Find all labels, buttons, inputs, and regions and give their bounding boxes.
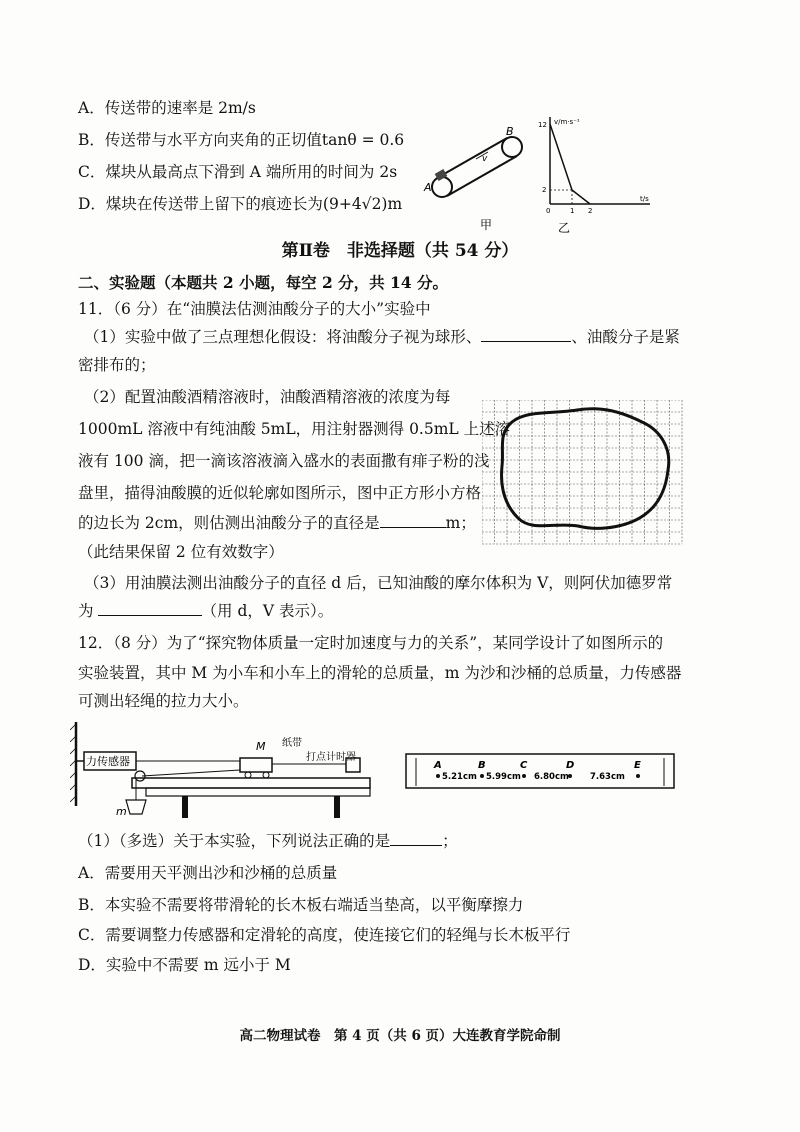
q11-blank2[interactable]: [380, 513, 446, 528]
q12-option-a: A．需要用天平测出沙和沙桶的总质量: [78, 864, 338, 882]
q12-sub1-text: （1）（多选）关于本实验，下列说法正确的是: [78, 832, 391, 850]
label-v: v: [482, 154, 488, 164]
sand-bucket: [126, 800, 146, 814]
table-leg-left: [182, 796, 188, 818]
v-label: v/m·s⁻¹: [554, 118, 580, 126]
q11-part3-l1: （3）用油膜法测出油酸分子的直径 d 后，已知油酸的摩尔体积为 V，则阿伏加德罗常: [84, 574, 673, 592]
page-footer: 高二物理试卷 第 4 页（共 6 页）大连教育学院命制: [239, 1028, 561, 1044]
oil-film-grid: [482, 400, 684, 548]
q11-part1-text-b: 、油酸分子是紧: [571, 328, 680, 346]
timer-label: 打点计时器: [306, 752, 356, 763]
caption-jia: 甲: [480, 218, 493, 232]
q11-part2-l5: [78, 512, 476, 534]
q11-part2-note: （此结果保留 2 位有效数字）: [78, 543, 284, 561]
q11-part1-text-a: （1）实验中做了三点理想化假设：将油酸分子视为球形、: [84, 328, 482, 346]
tick-12: 12: [538, 121, 547, 129]
q11-part2-l2: 1000mL 溶液中有纯油酸 5mL，用注射器测得 0.5mL 上述溶: [78, 420, 511, 438]
tape-dist-cd: 6.80cm: [534, 772, 569, 782]
q11-stem: 11．（6 分）在“油膜法估测油酸分子的大小”实验中: [78, 300, 431, 318]
caption-yi: 乙: [558, 221, 571, 235]
q12-sub1-end: ；: [442, 832, 458, 850]
q11-part1-cont: 密排布的；: [78, 356, 156, 374]
q11-part2-l5-unit: m；: [445, 514, 476, 532]
q12-sub1: [78, 830, 458, 852]
tick-0: 0: [546, 207, 551, 215]
section-title: 第Ⅱ卷 非选择题（共 54 分）: [281, 241, 519, 261]
q12-l3: 可测出轻绳的拉力大小。: [78, 692, 249, 710]
q12-option-b: B．本实验不需要将带滑轮的长木板右端适当垫高，以平衡摩擦力: [78, 896, 524, 914]
tick-t1: 1: [570, 207, 575, 215]
table-top: [146, 788, 370, 796]
force-sensor-label: 力传感器: [86, 755, 130, 768]
label-b: B: [506, 125, 514, 138]
q11-part3-prefix: 为: [78, 602, 94, 620]
tape-point-e: E: [634, 760, 641, 771]
tick-t2: 2: [588, 207, 593, 215]
q11-part3-suffix: （用 d，V 表示）。: [201, 602, 334, 620]
tape-point-b: B: [478, 760, 486, 771]
q11-blank3[interactable]: [98, 601, 202, 616]
q11-part1: [84, 326, 680, 348]
q11-part2-l5-text: 的边长为 2cm，则估测出油酸分子的直径是: [78, 514, 380, 532]
q12-option-d: D．实验中不需要 m 远小于 M: [78, 956, 291, 974]
belt-top: [437, 138, 507, 178]
vt-graph: [530, 112, 660, 237]
q11-part2-l1: （2）配置油酸酒精溶液时，油酸酒精溶液的浓度为每: [84, 388, 451, 406]
table-leg-right: [334, 796, 340, 818]
tape-point-d: D: [566, 760, 575, 771]
label-M: M: [256, 740, 266, 753]
q12-l1: 12．（8 分）为了“探究物体质量一定时加速度与力的关系”，某同学设计了如图所示的: [78, 634, 664, 652]
q12-blank1[interactable]: [390, 831, 442, 846]
q10-option-d: D．煤块在传送带上留下的痕迹长为(9+4√2)m: [78, 195, 403, 213]
tape-dist-bc: 5.99cm: [486, 772, 521, 782]
t-label: t/s: [640, 195, 649, 203]
paper-tape-figure: [400, 748, 682, 794]
q12-l2: 实验装置，其中 M 为小车和小车上的滑轮的总质量，m 为沙和沙桶的总质量，力传感器: [78, 664, 682, 682]
cart: [240, 758, 272, 772]
tick-v2: 2: [542, 186, 547, 194]
label-a: A: [424, 181, 432, 194]
tape-label: 纸带: [282, 738, 302, 749]
tape-point-c: C: [520, 760, 528, 771]
q10-option-c: C．煤块从最高点下滑到 A 端所用的时间为 2s: [78, 163, 398, 181]
section2-heading: 二、实验题（本题共 2 小题，每空 2 分，共 14 分。: [78, 273, 449, 292]
tape-dist-ab: 5.21cm: [442, 772, 477, 782]
oil-film-outline: [502, 409, 669, 529]
q11-part2-l3: 液有 100 滴，把一滴该溶液滴入盛水的表面撒有痱子粉的浅: [78, 452, 490, 470]
q10-option-a: A．传送带的速率是 2m/s: [78, 99, 256, 117]
tape-dist-de: 7.63cm: [590, 772, 625, 782]
q11-part3-l2: [78, 600, 333, 622]
label-m: m: [116, 805, 127, 818]
q10-option-b: B．传送带与水平方向夹角的正切值tanθ = 0.6: [78, 131, 405, 149]
rope-bottom: [142, 770, 240, 776]
long-board: [132, 778, 370, 788]
q12-option-c: C．需要调整力传感器和定滑轮的高度，使连接它们的轻绳与长木板平行: [78, 926, 571, 944]
q11-blank1[interactable]: [481, 327, 571, 342]
apparatus-figure: [70, 718, 395, 826]
vt-line: [550, 124, 590, 204]
tape-point-a: A: [434, 760, 442, 771]
q11-part2-l4: 盘里，描得油酸膜的近似轮廓如图所示，图中正方形小方格: [78, 484, 482, 502]
